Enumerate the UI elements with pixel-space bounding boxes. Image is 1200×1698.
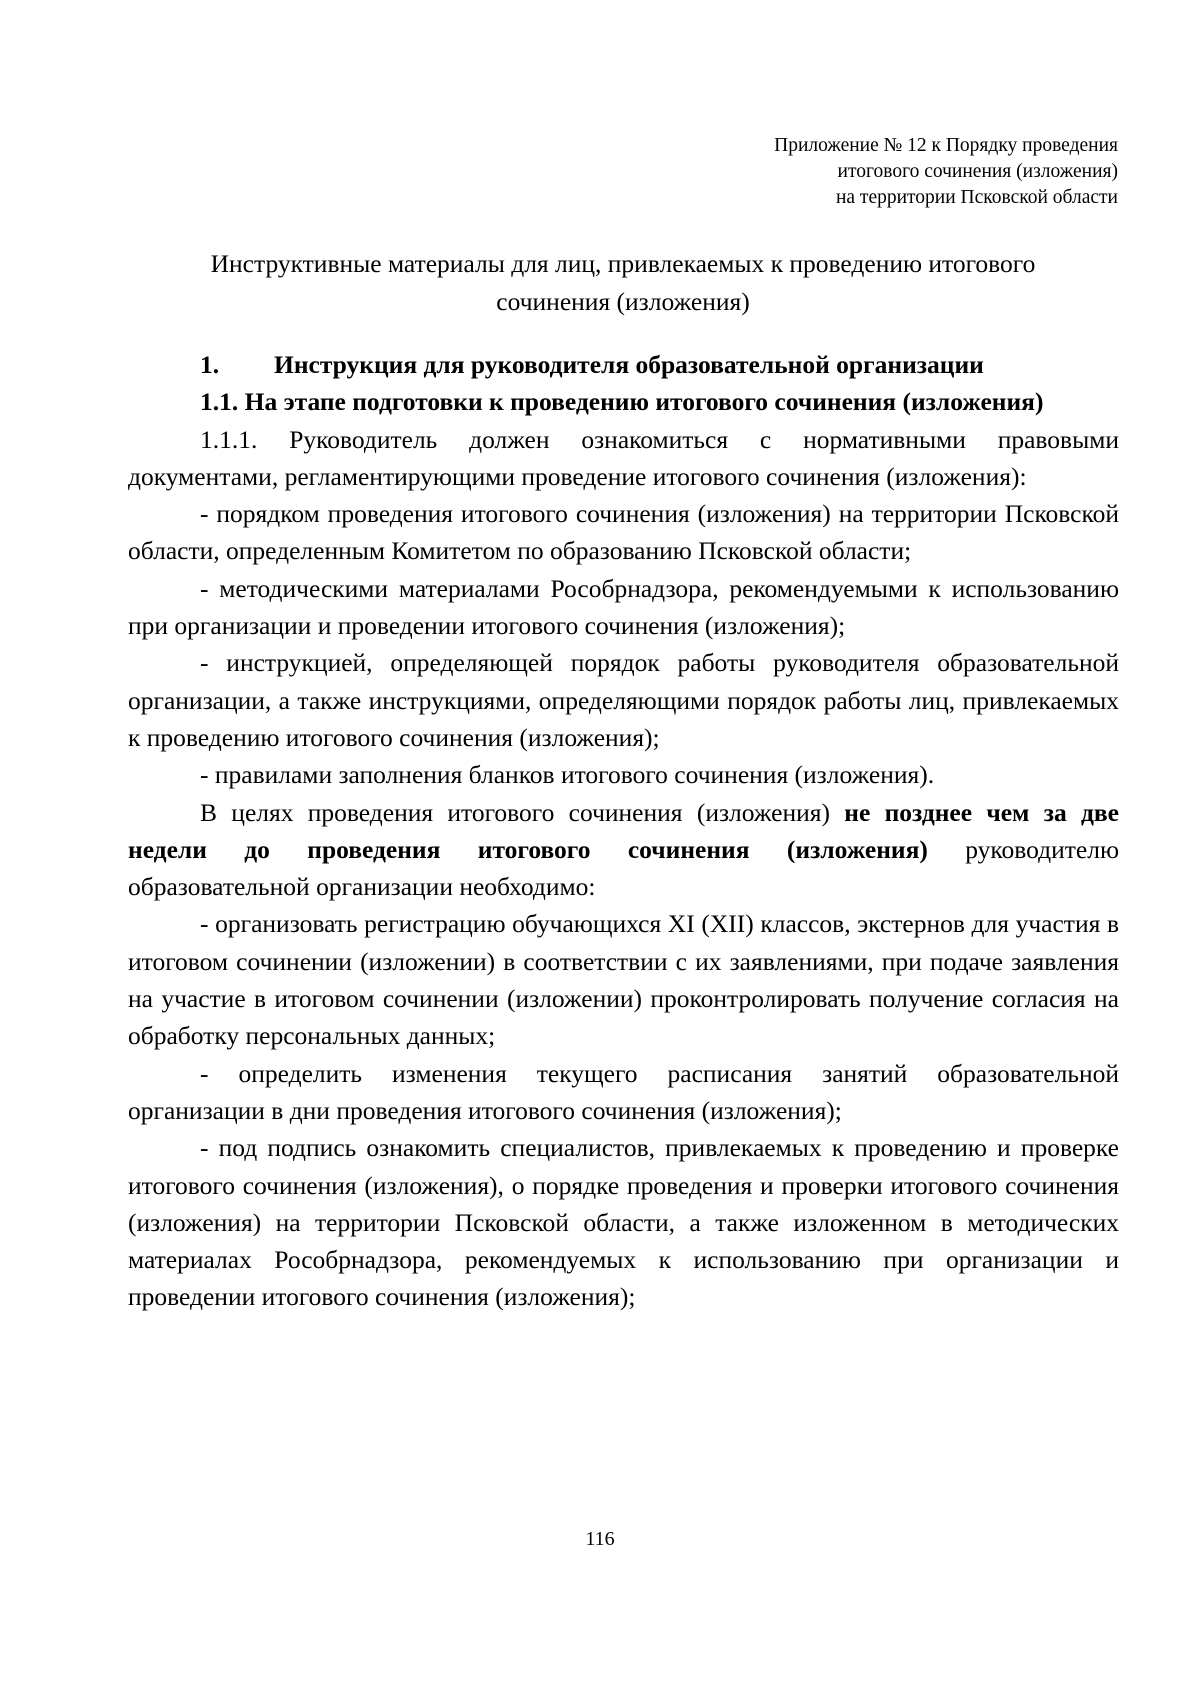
purpose-end: руководителю образовательной организации необходимо: (128, 834, 1119, 902)
appendix-line-2: итогового сочинения (изложения) (837, 161, 1118, 182)
paragraph-1-1-1: 1.1.1. Руководитель должен ознакомиться с нормативными правовыми документами, регламентирующими проведение итогового сочинения (изложения): (128, 424, 1119, 491)
appendix-line-3: на территории Псковской области (835, 187, 1118, 208)
list-item-form-rules: - правилами заполнения бланков итогового сочинения (изложения). (200, 760, 935, 790)
appendix-reference (518, 133, 1118, 211)
purpose-start: В целях проведения итогового сочинения (изложения) (200, 797, 845, 827)
section-1-1-heading: 1.1. На этапе подготовки к проведению итогового сочинения (изложения) (200, 387, 1044, 417)
appendix-line-1: Приложение № 12 к Порядку проведения (774, 135, 1118, 156)
task-registration: - организовать регистрацию обучающихся XI (XII) классов, экстернов для участия в итоговом сочинении (изложении) в соответствии с их заявлениями, при подаче заявления на участие в итоговом сочинении (изложении) проконтролировать получение согласия на обработку персональных данных; (128, 909, 1119, 1051)
list-item-procedure: - порядком проведения итогового сочинения (изложения) на территории Псковской области, определенным Комитетом по образованию Псковской области; (128, 499, 1119, 566)
purpose-paragraph (128, 794, 1119, 906)
section-1-title: Инструкция для руководителя образовательной организации (274, 350, 984, 379)
title-line-2: сочинения (изложения) (496, 287, 750, 316)
document-body (128, 346, 1119, 1316)
section-1-number: 1. (200, 350, 220, 379)
task-schedule: - определить изменения текущего расписания занятий образовательной организации в дни проведения итогового сочинения (изложения); (128, 1058, 1119, 1125)
document-title (128, 245, 1118, 321)
section-1-heading (128, 346, 1119, 383)
list-item-instructions: - инструкцией, определяющей порядок работы руководителя образовательной организации, а также инструкциями, определяющими порядок работы лиц, привлекаемых к проведению итогового сочинения (изложения); (128, 648, 1119, 752)
task-acquaint-specialists: - под подпись ознакомить специалистов, привлекаемых к проведению и проверке итогового сочинения (изложения), о порядке проведения и проверки итогового сочинения (изложения) на территории Псковской области, а также изложенном в методических материалах Рособрнадзора, рекомендуемых к использованию при организации и проведении итогового сочинения (изложения); (128, 1133, 1119, 1312)
purpose-deadline: не позднее чем за две недели до проведения итогового сочинения (изложения) (128, 797, 1120, 864)
list-item-methodical-materials: - методическими материалами Рособрнадзора, рекомендуемыми к использованию при организации и проведении итогового сочинения (изложения); (128, 573, 1119, 641)
page-number: 116 (585, 1528, 615, 1550)
title-line-1: Инструктивные материалы для лиц, привлекаемых к проведению итогового (210, 249, 1036, 278)
